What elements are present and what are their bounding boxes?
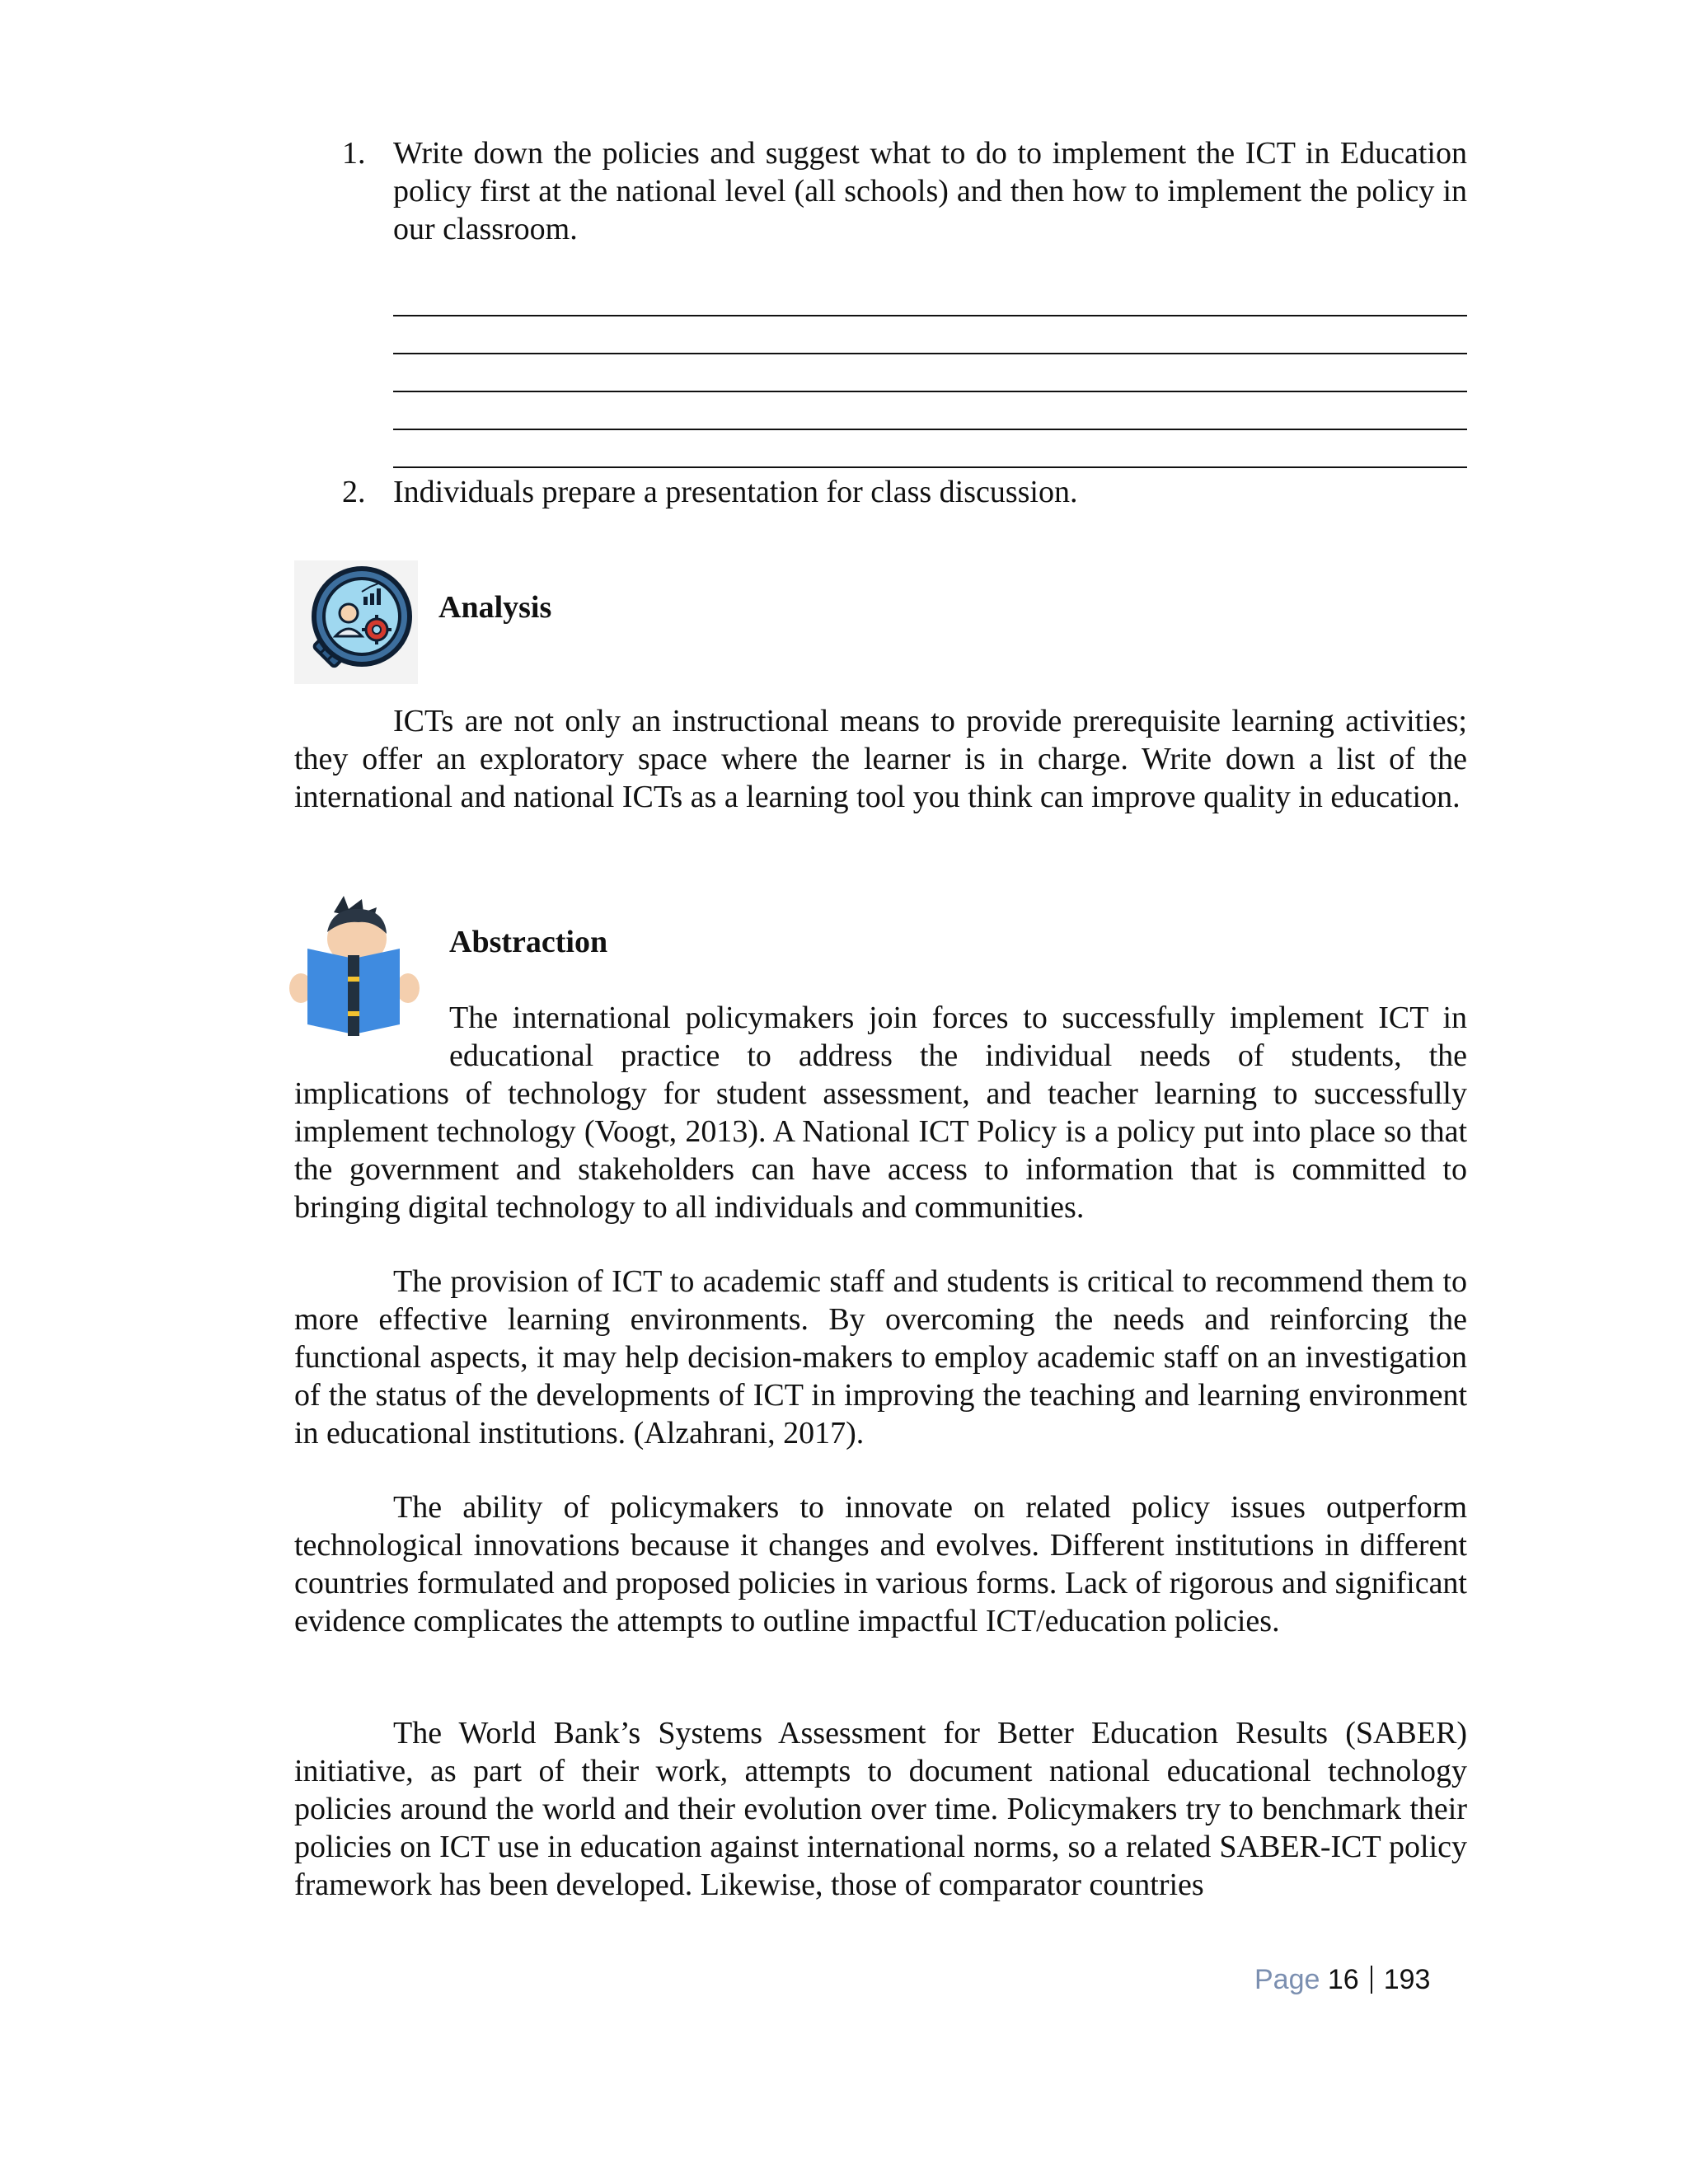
abstraction-paragraph (294, 1488, 1467, 1640)
answer-line (393, 430, 1467, 468)
abstraction-paragraph-continued: implications of technology for student assessment, and teacher learning to successfully implement technology (Voogt, 2013). A National ICT Policy is a policy put into place so that the government and stakeholders can have access to information that is committed to bringing digital technology to all individuals and communities. (294, 1076, 1467, 1225)
answer-line (393, 279, 1467, 316)
total-pages: 193 (1383, 1964, 1431, 1995)
abstraction-paragraph (294, 1714, 1467, 1904)
abstraction-paragraph-text: The ability of policymakers to innovate on related policy issues outperform technological innovations because it changes and evolves. Different institutions in different countries formulated and proposed policies in various forms. Lack of rigorous and significant evidence complicates the attempts to outline impactful ICT/education policies. (294, 1490, 1467, 1638)
analysis-paragraph-text: ICTs are not only an instructional means to provide prerequisite learning activities; they offer an exploratory space where the learner is in charge. Write down a list of the international and national ICTs as a learning tool you think can improve quality in education. (294, 704, 1467, 814)
abstraction-heading: Abstraction (449, 925, 608, 959)
analysis-heading: Analysis (438, 590, 552, 625)
analysis-paragraph (294, 702, 1467, 816)
list-item-text: Write down the policies and suggest what to do to implement the ICT in Education policy first at the national level (all schools) and then how to implement the policy in our classroom. (393, 136, 1467, 246)
abstraction-paragraph (294, 1263, 1467, 1452)
answer-line (393, 316, 1467, 354)
abstraction-paragraph-text: The provision of ICT to academic staff and students is critical to recommend them to more effective learning environments. By overcoming the needs and reinforcing the functional aspects, it may help decision-makers to employ academic staff on an investigation of the status of the developments of ICT in improving the teaching and learning environment in educational institutions. (Alzahrani, 2017). (294, 1264, 1467, 1451)
answer-line (393, 354, 1467, 392)
analysis-magnifier-icon (294, 560, 418, 684)
reading-boy-icon (284, 896, 424, 1040)
abstraction-paragraph-lead: The international policymakers join forces to successfully implement ICT in educational practice to address the individual needs of students, the (449, 1001, 1467, 1073)
page-number: 16 (1327, 1964, 1359, 1995)
list-item-number: 1. (342, 136, 366, 171)
abstraction-paragraph-text: The World Bank’s Systems Assessment for Better Education Results (SABER) initiative, as part of their work, attempts to document national educational technology policies around the world and their evolution over time. Policymakers try to benchmark their policies on ICT use in education against international norms, so a related SABER-ICT policy framework has been developed. Likewise, those of comparator countries (294, 1716, 1467, 1902)
answer-line (393, 392, 1467, 430)
list-item-text: Individuals prepare a presentation for class discussion. (393, 475, 1078, 509)
answer-lines (393, 279, 1467, 468)
page-footer (1254, 1963, 1430, 1996)
page-label: Page (1254, 1964, 1320, 1995)
footer-divider (1371, 1966, 1372, 1994)
list-item-number: 2. (342, 475, 366, 509)
